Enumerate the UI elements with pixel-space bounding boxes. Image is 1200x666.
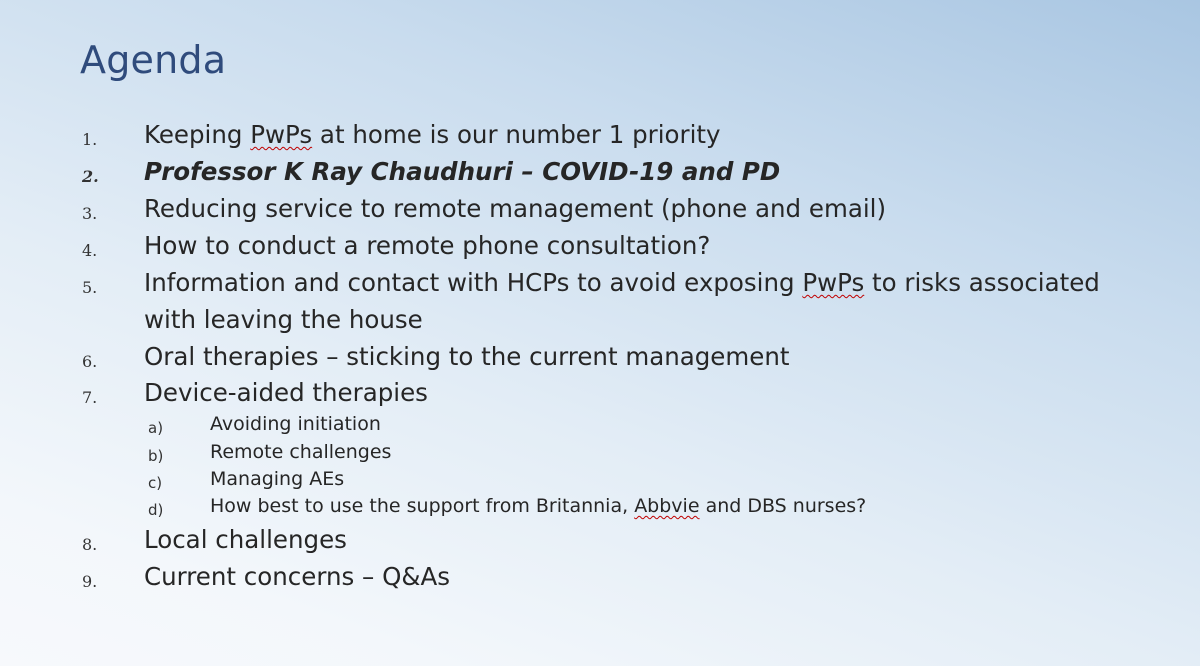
- agenda-subitem-number: c): [148, 474, 163, 492]
- agenda-item-number: 6.: [82, 352, 98, 371]
- agenda-item-text: Information and contact with HCPs to avoid exposing PwPs to risks associated: [144, 268, 1100, 297]
- agenda-item-text: Reducing service to remote management (phone and email): [144, 194, 887, 223]
- agenda-item-text: Oral therapies – sticking to the current management: [144, 342, 790, 371]
- spellcheck-mark: PwPs: [802, 268, 865, 297]
- agenda-subitem-text: How best to use the support from Britannia, Abbvie and DBS nurses?: [210, 495, 867, 517]
- agenda-item-number: 9.: [82, 572, 98, 591]
- agenda-item-text: How to conduct a remote phone consultation?: [144, 231, 711, 260]
- agenda-item-number: 4.: [82, 241, 98, 260]
- agenda-item-text: Local challenges: [144, 525, 347, 554]
- agenda-item-text: Device-aided therapies: [144, 378, 428, 407]
- agenda-item-text-line2: with leaving the house: [144, 305, 423, 334]
- agenda-item-number: 3.: [82, 204, 98, 223]
- agenda-item-number: 5.: [82, 278, 98, 297]
- agenda-item-number: 8.: [82, 535, 98, 554]
- agenda-item-number: 1.: [82, 130, 98, 149]
- spellcheck-mark: Abbvie: [634, 495, 700, 517]
- slide-title: Agenda: [80, 38, 227, 82]
- agenda-item-number: 2.: [82, 167, 99, 186]
- agenda-subitem-number: d): [148, 501, 164, 519]
- agenda-subitem-text: Managing AEs: [210, 468, 345, 490]
- agenda-subitem-text: Remote challenges: [210, 441, 392, 463]
- agenda-item-text: Professor K Ray Chaudhuri – COVID-19 and PD: [144, 157, 781, 186]
- agenda-subitem-text: Avoiding initiation: [210, 413, 381, 435]
- agenda-item-text: Keeping PwPs at home is our number 1 priority: [144, 120, 721, 149]
- agenda-item-number: 7.: [82, 388, 98, 407]
- agenda-subitem-number: b): [148, 447, 164, 465]
- spellcheck-mark: PwPs: [250, 120, 313, 149]
- agenda-item-text: Current concerns – Q&As: [144, 562, 451, 591]
- agenda-subitem-number: a): [148, 419, 164, 437]
